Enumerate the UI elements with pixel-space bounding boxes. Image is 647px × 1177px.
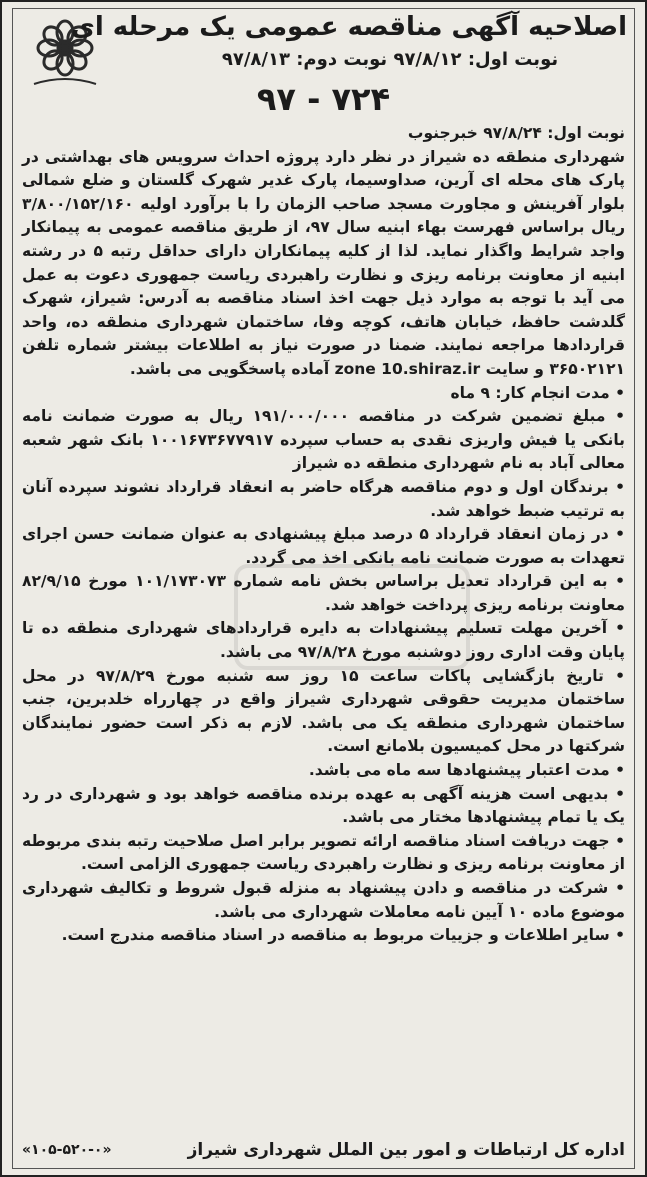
list-item: • در زمان انعقاد قرارداد ۵ درصد مبلغ پیشنهادی به عنوان ضمانت حسن اجرای تعهدات به صورت ضمانت نامه بانکی اخذ می گردد.	[22, 525, 625, 567]
notice-title: اصلاحیه آگهی مناقصه عمومی یک مرحله ای	[70, 12, 627, 42]
list-item: • مدت اعتبار پیشنهادها سه ماه می باشد.	[308, 761, 625, 780]
list-item: • جهت دریافت اسناد مناقصه ارائه تصویر برابر اصل صلاحیت رتبه بندی مربوطه از معاونت برنامه ریزی و نظارت راهبردی ریاست جمهوری الزامی است.	[22, 831, 625, 874]
list-item: • مدت انجام کار: ۹ ماه	[450, 383, 625, 402]
issuer-name: اداره کل ارتباطات و امور بین الملل شهرداری شیراز	[187, 1140, 625, 1160]
list-item: • شرکت در مناقصه و دادن پیشنهاد به منزله قبول شروط و تکالیف شهرداری موضوع ماده ۱۰ آیین نامه معاملات شهرداری می باشد.	[22, 879, 625, 921]
intro-date: نوبت اول: ۹۷/۸/۲۴ خبرجنوب	[407, 124, 625, 142]
list-item: • آخرین مهلت تسلیم پیشنهادات به دایره قراردادهای شهرداری منطقه ده تا پایان وقت اداری روز دوشنبه مورخ ۹۷/۸/۲۸ می باشد.	[22, 619, 625, 662]
ad-number: ۹۷ - ۷۲۴	[256, 80, 391, 118]
notice-body	[22, 122, 625, 948]
intro-paragraph: شهرداری منطقه ده شیراز در نظر دارد پروژه احداث سرویس های بهداشتی در پارک های محله ای آرین، صداوسیما، پارک غدیر شهرک گلستان و ضلع شمالی بلوار آفرینش و مجاورت مسجد صاحب الزمان را با برآورد اولیه ۳/۸۰۰/۱۵۲/۱۶۰ ریال براساس فهرست بهاء ابنیه سال ۹۷، از طریق مناقصه عمومی به پیمانکار واجد شرایط واگذار نماید. لذا از کلیه پیمانکاران دارای حداقل رتبه ۵ در رشته ابنیه از معاونت برنامه ریزی و نظارت راهبردی ریاست جمهوری دعوت به عمل می آید با توجه به موارد ذیل جهت اخذ اسناد مناقصه به آدرس: شیراز، شهرک گلدشت حافظ، خیابان هاتف، کوچه وفا، ساختمان شهرداری منطقه ده، واحد قراردادها مراجعه نمایند. ضمنا در صورت نیاز به اطلاعات بیشتر شماره تلفن ۳۶۵۰۲۱۲۱ و سایت zone 10.shiraz.ir آماده پاسخگویی می باشد.	[22, 147, 625, 378]
list-item: • مبلغ تضمین شرکت در مناقصه ۱۹۱/۰۰۰/۰۰۰ ریال به صورت ضمانت نامه بانکی یا فیش واریزی نقدی به حساب سپرده ۱۰۰۱۶۷۳۶۷۷۹۱۷ بانک شهر شعبه معالی آباد به نام شهرداری منطقه ده شیراز	[22, 407, 626, 473]
notice-footer	[22, 1137, 625, 1163]
list-item: • به این قرارداد تعدیل براساس بخش نامه شماره ۱۰۱/۱۷۳۰۷۳ مورخ ۸۲/۹/۱۵ معاونت برنامه ریزی پرداخت خواهد شد.	[22, 572, 625, 614]
notice-code: «۱۰۵-۵۲۰-۰»	[22, 1142, 112, 1158]
list-item: • تاریخ بازگشایی پاکات ساعت ۱۵ روز سه شنبه مورخ ۹۷/۸/۲۹ در محل ساختمان مدیریت حقوقی شهرداری شیراز واقع در چهارراه خلدبرین، جنب ساختمان شهرداری منطقه یک می باشد. لازم به ذکر است حضور نمایندگان شرکتها در محل کمیسیون بلامانع است.	[22, 666, 625, 756]
publication-dates: نوبت اول: ۹۷/۸/۱۲ نوبت دوم: ۹۷/۸/۱۳	[221, 49, 559, 70]
list-item: • سایر اطلاعات و جزییات مربوط به مناقصه در اسناد مناقصه مندرج است.	[61, 926, 625, 945]
list-item: • برندگان اول و دوم مناقصه هرگاه حاضر به انعقاد قرارداد نشوند سپرده آنان به ترتیب ضبط خواهد شد.	[22, 477, 625, 520]
list-item: • بدیهی است هزینه آگهی به عهده برنده مناقصه خواهد بود و شهرداری در رد یک یا تمام پیشنهادها مختار می باشد.	[22, 784, 625, 827]
